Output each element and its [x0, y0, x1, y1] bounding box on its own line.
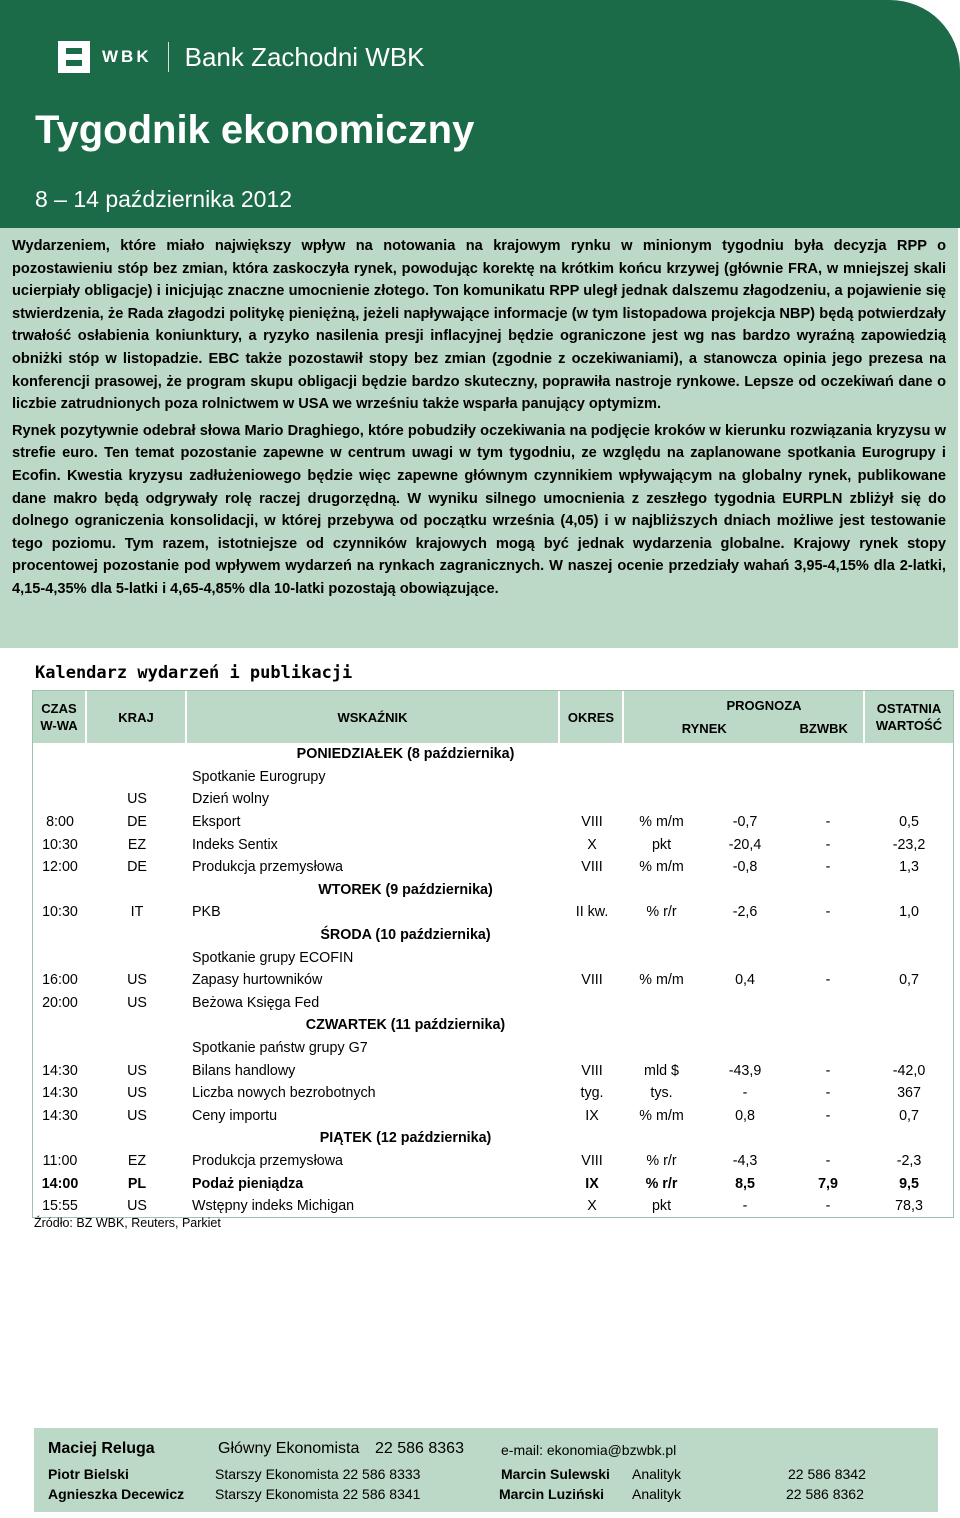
calendar-header: [33, 691, 953, 743]
forecast-bzwbk: [791, 992, 865, 1015]
event-period: [560, 992, 624, 1015]
forecast-market: [699, 992, 791, 1015]
forecast-bzwbk: [791, 766, 865, 789]
source-note: Źródło: BZ WBK, Reuters, Parkiet: [34, 1216, 221, 1230]
event-period: X: [587, 1198, 597, 1215]
table-row: [33, 1082, 953, 1105]
event-unit: mld $: [644, 1062, 679, 1079]
day-header-row: [33, 924, 953, 947]
event-indicator: Produkcja przemysłowa: [192, 1152, 343, 1169]
forecast-market: -0,8: [732, 859, 758, 876]
day-label: PIĄTEK (12 października): [319, 1130, 492, 1147]
event-indicator: Spotkanie państw grupy G7: [192, 1040, 368, 1057]
event-time: [33, 766, 87, 789]
event-indicator: Bilans handlowy: [192, 1062, 296, 1079]
event-indicator: Spotkanie grupy ECOFIN: [192, 949, 354, 966]
table-row: [33, 992, 953, 1015]
forecast-market: -2,6: [732, 904, 758, 921]
event-time: 14:30: [42, 1085, 78, 1102]
last-value: [865, 1037, 953, 1060]
event-indicator: Spotkanie Eurogrupy: [192, 768, 326, 785]
event-country: [87, 946, 187, 969]
last-value: -42,0: [892, 1062, 926, 1079]
event-time: 14:30: [42, 1062, 78, 1079]
event-unit: pkt: [651, 836, 672, 853]
event-indicator: Beżowa Księga Fed: [192, 994, 320, 1011]
analyst-role: Analityk: [632, 1466, 682, 1482]
event-time: 15:55: [42, 1198, 78, 1215]
analyst-name: Marcin Sulewski: [501, 1466, 610, 1482]
event-country: DE: [127, 859, 147, 876]
last-value: -2,3: [896, 1152, 922, 1169]
table-row: [33, 811, 953, 834]
forecast-bzwbk: -: [825, 836, 831, 853]
contact-email[interactable]: e-mail: ekonomia@bzwbk.pl: [501, 1442, 677, 1458]
event-time: 14:30: [42, 1107, 78, 1124]
forecast-market: -20,4: [728, 836, 762, 853]
analyst-phone: 22 586 8342: [788, 1466, 866, 1482]
forecast-market: 8,5: [735, 1175, 755, 1192]
event-time: 20:00: [42, 994, 78, 1011]
table-row: [33, 1150, 953, 1173]
forecast-market: -0,7: [732, 814, 758, 831]
day-label: CZWARTEK (11 października): [305, 1017, 506, 1034]
event-country: US: [127, 994, 147, 1011]
event-period: IX: [585, 1175, 599, 1192]
table-row: [33, 946, 953, 969]
last-value: 0,7: [899, 972, 919, 989]
day-label: PONIEDZIAŁEK (8 października): [296, 746, 515, 763]
day-header-row: [33, 1014, 953, 1037]
report-title: Tygodnik ekonomiczny: [35, 108, 475, 152]
col-header-market: RYNEK: [681, 721, 727, 736]
event-indicator: Indeks Sentix: [192, 836, 278, 853]
event-country: [87, 766, 187, 789]
event-unit: % m/m: [639, 814, 684, 831]
bank-logo: [58, 40, 425, 74]
forecast-market: -43,9: [728, 1062, 762, 1079]
event-country: US: [127, 791, 147, 808]
economist-name: Piotr Bielski: [48, 1466, 129, 1482]
table-row: [33, 1195, 953, 1218]
forecast-market: [699, 1037, 791, 1060]
table-row: [33, 969, 953, 992]
logo-wordmark: WBK: [102, 42, 169, 72]
event-country: IT: [130, 904, 144, 921]
event-period: tyg.: [580, 1085, 604, 1102]
event-unit: % r/r: [646, 904, 677, 921]
forecast-market: -: [742, 1085, 748, 1102]
last-value: [865, 766, 953, 789]
col-header-forecast: PROGNOZA RYNEK BZWBK: [624, 691, 865, 743]
event-country: PL: [127, 1175, 147, 1192]
calendar-title: Kalendarz wydarzeń i publikacji: [35, 663, 353, 683]
col-header-indicator: WSKAŹNIK: [187, 691, 560, 743]
weekly-summary: [0, 228, 958, 648]
last-value: 78,3: [895, 1198, 923, 1215]
last-value: 1,3: [899, 859, 919, 876]
event-period: VIII: [581, 972, 603, 989]
event-indicator: Liczba nowych bezrobotnych: [192, 1085, 376, 1102]
event-indicator: PKB: [192, 904, 221, 921]
day-label: ŚRODA (10 października): [320, 927, 491, 944]
forecast-bzwbk: -: [825, 1107, 831, 1124]
event-unit: % r/r: [646, 1152, 677, 1169]
event-country: US: [127, 1107, 147, 1124]
forecast-bzwbk: -: [825, 972, 831, 989]
analyst-name: Marcin Luziński: [499, 1486, 605, 1502]
forecast-market: 0,4: [735, 972, 755, 989]
event-country: US: [127, 1085, 147, 1102]
summary-paragraph: Rynek pozytywnie odebrał słowa Mario Draghiego, które pobudziły oczekiwania na podjęcie kroków w kierunku rozwiązania kryzysu w strefie euro. Ten temat pozostanie zapewne w centrum uwagi w tym tygodniu, ze względu na zaplanowane spotkania Eurogrupy i Ecofin. Kwestia kryzysu zadłużeniowego będzie więc zapewne głównym czynnikiem wpływającym na globalny rynek, publikowane dane makro będą odgrywały rolę raczej drugorzędną. W wyniku silnego umocnienia z zeszłego tygodnia EURPLN zbliżył się do dolnego ograniczenia konsolidacji, w której przebywa od początku września (4,05) i w najbliższych dniach możliwe jest testowanie tego poziomu. Tym razem, istotniejsze od czynników krajowych mogą być jednak wydarzenia globalne. Krajowy rynek stopy procentowej pozostanie pod wpływem wydarzeń na rynkach zagranicznych. W naszej ocenie przedziały wahań 3,95-4,15% dla 2-latki, 4,15-4,35% dla 5-latki i 4,65-4,85% dla 10-latki pozostają obowiązujące.: [12, 422, 946, 597]
col-header-bzwbk: BZWBK: [799, 721, 848, 736]
event-indicator: Eksport: [192, 814, 241, 831]
event-unit: [624, 766, 699, 789]
forecast-market: [699, 766, 791, 789]
day-header-row: [33, 1127, 953, 1150]
calendar-table: [32, 690, 954, 1218]
report-date: 8 – 14 października 2012: [35, 186, 293, 212]
forecast-market: -4,3: [732, 1152, 758, 1169]
economist-role: Starszy Ekonomista 22 586 8341: [215, 1486, 421, 1502]
event-period: VIII: [581, 1152, 603, 1169]
analyst-role: Analityk: [632, 1486, 682, 1502]
event-country: US: [127, 972, 147, 989]
event-period: VIII: [581, 859, 603, 876]
event-period: II kw.: [575, 904, 609, 921]
event-unit: % m/m: [639, 859, 684, 876]
bank-logo-icon: [58, 41, 90, 73]
table-row: [33, 766, 953, 789]
forecast-bzwbk: -: [825, 859, 831, 876]
analyst-phone: 22 586 8362: [786, 1486, 864, 1502]
forecast-market: [699, 946, 791, 969]
col-header-last-value: OSTATNIA WARTOŚĆ: [875, 701, 943, 733]
event-indicator: Ceny importu: [192, 1107, 278, 1124]
table-row: [33, 856, 953, 879]
last-value: 367: [897, 1085, 921, 1102]
event-time: 10:30: [42, 904, 78, 921]
col-header-period: OKRES: [560, 691, 624, 743]
event-unit: [624, 992, 699, 1015]
day-label: WTOREK (9 października): [318, 881, 493, 898]
forecast-bzwbk: -: [825, 1152, 831, 1169]
economist-role: Starszy Ekonomista 22 586 8333: [215, 1466, 421, 1482]
summary-paragraph: Wydarzeniem, które miało największy wpływ na notowania na krajowym rynku w minionym tygodniu była decyzja RPP o pozostawieniu stóp bez zmian, która zaskoczyła rynek, powodując korektę na krótkim końcu krzywej (głównie FRA, w mniejszej skali ucierpiały obligacje) i inicjując znaczne umocnienie złotego. Ton komunikatu RPP uległ jednak dalszemu złagodzeniu, a pojawienie się stwierdzenia, że Rada złagodzi politykę pieniężną, jeżeli napływające informacje (w tym listopadowa projekcja NBP) będą potwierdzały trwałość osłabienia koniunktury, a ryzyko nasilenia presji inflacyjnej będzie ograniczone jest wg nas bardzo wyraźną zapowiedzią obniżki stóp w listopadzie. EBC także pozostawił stopy bez zmian (zgodnie z oczekiwaniami), a stanowcza opinia jego prezesa na konferencji prasowej, że program skupu obligacji będzie bardzo skuteczny, poprawiła nastroje rynkowe. Lepsze od oczekiwań dane o liczbie zatrudnionych poza rolnictwem w USA we wrześniu także wsparła panujący optymizm.: [12, 238, 946, 413]
forecast-market: [699, 788, 791, 811]
day-header-row: [33, 743, 953, 766]
bank-name: Bank Zachodni WBK: [184, 41, 425, 72]
forecast-bzwbk: [791, 788, 865, 811]
event-time: [33, 946, 87, 969]
event-period: IX: [585, 1107, 599, 1124]
last-value: [865, 992, 953, 1015]
last-value: 1,0: [899, 904, 919, 921]
event-unit: [624, 788, 699, 811]
forecast-bzwbk: -: [825, 1198, 831, 1215]
forecast-bzwbk: [791, 1037, 865, 1060]
economist-name: Agnieszka Decewicz: [48, 1486, 185, 1502]
forecast-market: 0,8: [735, 1107, 755, 1124]
last-value: [865, 946, 953, 969]
table-row: [33, 901, 953, 924]
event-time: 11:00: [42, 1152, 78, 1169]
event-country: EZ: [127, 836, 147, 853]
last-value: -23,2: [892, 836, 926, 853]
col-header-time: CZAS W-WA: [33, 691, 87, 743]
event-time: 10:30: [42, 836, 78, 853]
event-unit: % m/m: [639, 1107, 684, 1124]
event-indicator: Wstępny indeks Michigan: [192, 1198, 355, 1215]
event-period: [560, 788, 624, 811]
day-header-row: [33, 879, 953, 902]
event-country: US: [127, 1198, 147, 1215]
chief-name: Maciej Reluga: [48, 1440, 155, 1457]
event-period: VIII: [581, 814, 603, 831]
table-row: [33, 833, 953, 856]
event-time: 8:00: [46, 814, 74, 831]
col-header-country: KRAJ: [87, 691, 187, 743]
event-indicator: Produkcja przemysłowa: [192, 859, 343, 876]
table-row: [33, 1105, 953, 1128]
event-unit: tys.: [650, 1085, 673, 1102]
last-value: 0,5: [899, 814, 919, 831]
event-unit: % m/m: [639, 972, 684, 989]
event-period: [560, 1037, 624, 1060]
chief-phone: 22 586 8363: [375, 1440, 464, 1457]
event-period: [560, 946, 624, 969]
forecast-bzwbk: [791, 946, 865, 969]
event-time: 14:00: [41, 1175, 79, 1192]
forecast-market: -: [742, 1198, 748, 1215]
header-banner: [0, 0, 960, 228]
event-time: 16:00: [42, 972, 78, 989]
event-indicator: Dzień wolny: [192, 791, 270, 808]
event-time: 12:00: [42, 859, 78, 876]
last-value: 0,7: [899, 1107, 919, 1124]
event-country: EZ: [127, 1152, 147, 1169]
event-unit: [624, 946, 699, 969]
event-unit: pkt: [651, 1198, 672, 1215]
table-row: [33, 788, 953, 811]
forecast-bzwbk: -: [825, 904, 831, 921]
event-time: [33, 788, 87, 811]
forecast-bzwbk: -: [825, 1062, 831, 1079]
event-time: [33, 1037, 87, 1060]
forecast-bzwbk: -: [825, 814, 831, 831]
table-row: [33, 1037, 953, 1060]
event-period: [560, 766, 624, 789]
table-row: [33, 1172, 953, 1195]
event-indicator: Podaż pieniądza: [192, 1175, 304, 1192]
event-country: DE: [127, 814, 147, 831]
event-unit: [624, 1037, 699, 1060]
calendar-rows: [33, 743, 953, 1217]
event-indicator: Zapasy hurtowników: [192, 972, 323, 989]
contact-footer: [34, 1428, 938, 1512]
forecast-bzwbk: -: [825, 1085, 831, 1102]
event-period: X: [587, 836, 597, 853]
event-country: [87, 1037, 187, 1060]
table-row: [33, 1059, 953, 1082]
event-period: VIII: [581, 1062, 603, 1079]
last-value: [865, 788, 953, 811]
chief-role: Główny Ekonomista: [218, 1440, 360, 1457]
event-country: US: [127, 1062, 147, 1079]
event-unit: % r/r: [645, 1175, 678, 1192]
last-value: 9,5: [899, 1175, 919, 1192]
forecast-bzwbk: 7,9: [818, 1175, 838, 1192]
